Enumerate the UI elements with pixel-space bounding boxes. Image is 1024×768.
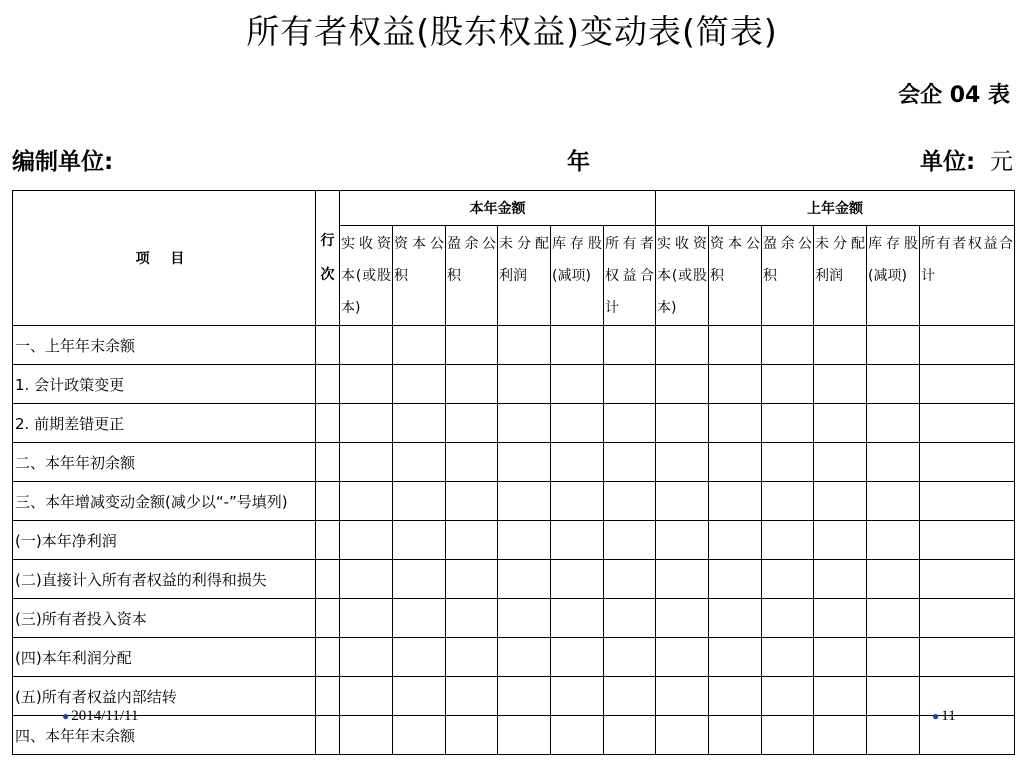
amount-cell: [604, 443, 656, 482]
prior-col-header: 实收资本(或股本): [656, 226, 709, 326]
prior-col-header: 库存股(减项): [867, 226, 920, 326]
amount-cell: [551, 638, 604, 677]
amount-cell: [393, 482, 446, 521]
amount-cell: [762, 716, 814, 755]
amount-cell: [867, 560, 920, 599]
table-row: [13, 482, 1015, 521]
amount-cell: [551, 365, 604, 404]
amount-cell: [920, 482, 1015, 521]
amount-cell: [814, 521, 867, 560]
unit-prepared-label: 编制单位:: [12, 149, 114, 175]
amount-cell: [762, 599, 814, 638]
amount-cell: [656, 638, 709, 677]
current-col-header: 库存股(减项): [551, 226, 604, 326]
table-row: [13, 521, 1015, 560]
amount-cell: [340, 521, 393, 560]
amount-cell: [920, 326, 1015, 365]
amount-cell: [340, 443, 393, 482]
amount-cell: [446, 677, 498, 716]
prior-col-header: 未分配利润: [814, 226, 867, 326]
row-label: 1. 会计政策变更: [13, 365, 316, 404]
amount-cell: [920, 599, 1015, 638]
row-label: 一、上年年末余额: [13, 326, 316, 365]
amount-cell: [498, 404, 551, 443]
amount-cell: [340, 716, 393, 755]
footer-date-text: 2014/11/11: [71, 708, 139, 724]
row-label: (一)本年净利润: [13, 521, 316, 560]
amount-cell: [709, 599, 762, 638]
amount-cell: [762, 560, 814, 599]
amount-cell: [762, 638, 814, 677]
amount-cell: [498, 716, 551, 755]
amount-cell: [498, 638, 551, 677]
amount-cell: [498, 560, 551, 599]
row-label: 三、本年增减变动金额(减少以“-”号填列): [13, 482, 316, 521]
amount-cell: [393, 677, 446, 716]
row-number-cell: [316, 443, 340, 482]
amount-cell: [446, 560, 498, 599]
amount-cell: [551, 599, 604, 638]
amount-cell: [498, 326, 551, 365]
amount-cell: [393, 443, 446, 482]
amount-cell: [867, 326, 920, 365]
amount-cell: [604, 716, 656, 755]
amount-cell: [446, 443, 498, 482]
current-col-header: 所有者权益合计: [604, 226, 656, 326]
amount-cell: [762, 521, 814, 560]
row-label: (四)本年利润分配: [13, 638, 316, 677]
amount-cell: [551, 326, 604, 365]
amount-cell: [340, 677, 393, 716]
amount-cell: [814, 365, 867, 404]
prior-col-header: 所有者权益合计: [920, 226, 1015, 326]
amount-cell: [762, 365, 814, 404]
amount-cell: [867, 482, 920, 521]
amount-cell: [551, 560, 604, 599]
row-number-cell: [316, 560, 340, 599]
amount-cell: [446, 482, 498, 521]
amount-cell: [393, 638, 446, 677]
amount-cell: [498, 482, 551, 521]
amount-cell: [604, 560, 656, 599]
amount-cell: [393, 560, 446, 599]
amount-cell: [762, 404, 814, 443]
row-number-cell: [316, 326, 340, 365]
table-row: [13, 677, 1015, 716]
equity-change-table: [12, 190, 1015, 755]
amount-cell: [446, 365, 498, 404]
amount-cell: [551, 521, 604, 560]
amount-cell: [656, 326, 709, 365]
table-row: [13, 716, 1015, 755]
amount-cell: [446, 716, 498, 755]
amount-cell: [656, 677, 709, 716]
amount-cell: [393, 716, 446, 755]
amount-cell: [446, 638, 498, 677]
amount-cell: [709, 404, 762, 443]
row-label: (三)所有者投入资本: [13, 599, 316, 638]
amount-cell: [709, 326, 762, 365]
amount-cell: [814, 560, 867, 599]
amount-cell: [393, 404, 446, 443]
amount-cell: [446, 599, 498, 638]
amount-cell: [551, 482, 604, 521]
table-row: [13, 638, 1015, 677]
amount-cell: [762, 482, 814, 521]
amount-cell: [551, 443, 604, 482]
amount-cell: [446, 326, 498, 365]
amount-cell: [551, 716, 604, 755]
current-col-header: 盈余公积: [446, 226, 498, 326]
amount-cell: [604, 365, 656, 404]
amount-cell: [340, 326, 393, 365]
amount-cell: [340, 404, 393, 443]
amount-cell: [867, 521, 920, 560]
item-header: 项 目: [13, 191, 316, 326]
amount-cell: [393, 599, 446, 638]
amount-cell: [709, 365, 762, 404]
amount-cell: [393, 521, 446, 560]
amount-cell: [709, 521, 762, 560]
amount-cell: [814, 677, 867, 716]
amount-cell: [446, 404, 498, 443]
amount-cell: [709, 638, 762, 677]
current-year-header: 本年金额: [340, 191, 656, 226]
table-row: [13, 443, 1015, 482]
row-number-cell: [316, 482, 340, 521]
amount-cell: [604, 599, 656, 638]
bullet-icon: ●: [62, 709, 70, 723]
amount-cell: [340, 560, 393, 599]
amount-cell: [656, 404, 709, 443]
amount-cell: [920, 638, 1015, 677]
amount-cell: [709, 716, 762, 755]
row-number-cell: [316, 599, 340, 638]
amount-cell: [814, 443, 867, 482]
amount-cell: [604, 521, 656, 560]
amount-cell: [814, 326, 867, 365]
current-col-header: 未分配利润: [498, 226, 551, 326]
amount-cell: [656, 482, 709, 521]
row-label: (五)所有者权益内部结转: [13, 677, 316, 716]
amount-cell: [709, 482, 762, 521]
form-code: 会企 04 表: [898, 83, 1010, 108]
table-row: [13, 326, 1015, 365]
current-col-header: 实收资本(或股本): [340, 226, 393, 326]
row-label: 二、本年年初余额: [13, 443, 316, 482]
amount-cell: [762, 443, 814, 482]
prior-year-header: 上年金额: [656, 191, 1015, 226]
amount-cell: [656, 443, 709, 482]
row-number-cell: [316, 677, 340, 716]
amount-cell: [498, 443, 551, 482]
unit-label: 单位:: [920, 149, 976, 175]
amount-cell: [340, 482, 393, 521]
amount-cell: [867, 404, 920, 443]
amount-cell: [551, 677, 604, 716]
prior-col-header: 盈余公积: [762, 226, 814, 326]
amount-cell: [340, 599, 393, 638]
amount-cell: [604, 404, 656, 443]
current-col-header: 资本公积: [393, 226, 446, 326]
amount-cell: [656, 521, 709, 560]
amount-cell: [920, 443, 1015, 482]
table-row: [13, 560, 1015, 599]
row-number-cell: [316, 365, 340, 404]
amount-cell: [340, 365, 393, 404]
amount-cell: [814, 404, 867, 443]
amount-cell: [604, 482, 656, 521]
amount-cell: [709, 677, 762, 716]
amount-cell: [920, 404, 1015, 443]
slide-title: 所有者权益(股东权益)变动表(简表): [246, 12, 778, 51]
amount-cell: [867, 365, 920, 404]
footer-page-number: [932, 708, 956, 725]
amount-cell: [814, 716, 867, 755]
amount-cell: [656, 560, 709, 599]
row-number-header: 行次: [316, 191, 340, 326]
amount-cell: [867, 599, 920, 638]
row-number-cell: [316, 638, 340, 677]
table-row: [13, 365, 1015, 404]
row-number-cell: [316, 521, 340, 560]
amount-cell: [604, 638, 656, 677]
amount-cell: [551, 404, 604, 443]
row-label: (二)直接计入所有者权益的利得和损失: [13, 560, 316, 599]
amount-cell: [709, 560, 762, 599]
unit-value: 元: [990, 149, 1013, 175]
amount-cell: [604, 326, 656, 365]
amount-cell: [498, 599, 551, 638]
amount-cell: [604, 677, 656, 716]
row-label: 四、本年年末余额: [13, 716, 316, 755]
footer-date: [62, 708, 138, 725]
amount-cell: [867, 443, 920, 482]
amount-cell: [393, 326, 446, 365]
bullet-icon: ●: [932, 709, 940, 723]
amount-cell: [814, 482, 867, 521]
amount-cell: [393, 365, 446, 404]
amount-cell: [709, 443, 762, 482]
year-label: 年: [567, 149, 590, 175]
prior-col-header: 资本公积: [709, 226, 762, 326]
amount-cell: [446, 521, 498, 560]
table-row: [13, 599, 1015, 638]
amount-cell: [498, 677, 551, 716]
amount-cell: [920, 365, 1015, 404]
row-number-cell: [316, 404, 340, 443]
amount-cell: [867, 638, 920, 677]
amount-cell: [340, 638, 393, 677]
amount-cell: [762, 677, 814, 716]
amount-cell: [656, 599, 709, 638]
amount-cell: [498, 521, 551, 560]
amount-cell: [867, 677, 920, 716]
row-label: 2. 前期差错更正: [13, 404, 316, 443]
footer-page-text: 11: [941, 708, 956, 724]
amount-cell: [814, 599, 867, 638]
table-row: [13, 404, 1015, 443]
amount-cell: [920, 521, 1015, 560]
row-number-cell: [316, 716, 340, 755]
amount-cell: [656, 716, 709, 755]
amount-cell: [814, 638, 867, 677]
amount-cell: [867, 716, 920, 755]
amount-cell: [656, 365, 709, 404]
amount-cell: [498, 365, 551, 404]
table-body: [13, 326, 1015, 755]
amount-cell: [920, 560, 1015, 599]
header-group-row: [13, 191, 1015, 226]
amount-cell: [762, 326, 814, 365]
